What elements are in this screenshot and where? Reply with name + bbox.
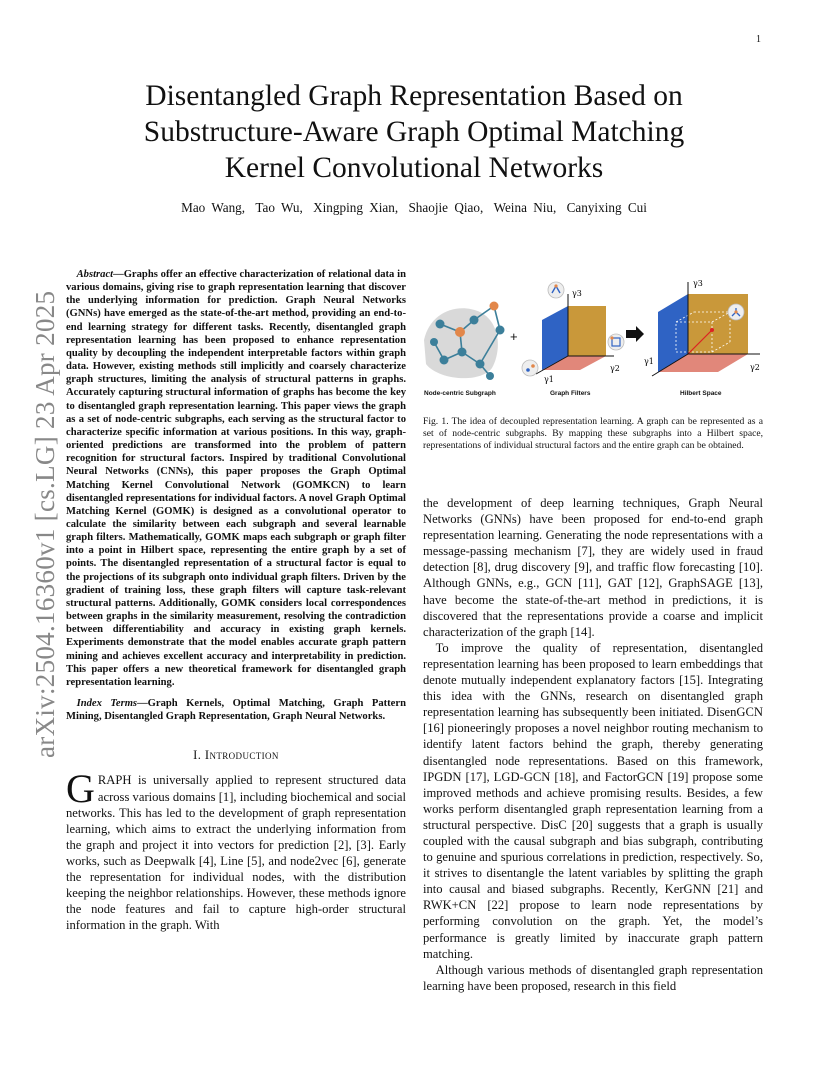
arxiv-id: arXiv:2504.16360v1 [cs.LG] 23 Apr 2025 bbox=[30, 290, 60, 758]
intro-paragraph bbox=[66, 766, 406, 933]
title-line-3: Kernel Convolutional Networks bbox=[224, 152, 604, 184]
author-list bbox=[80, 200, 748, 216]
gamma1-label: γ1 bbox=[544, 375, 554, 384]
graph-filters-illustration bbox=[522, 282, 624, 397]
index-terms bbox=[66, 697, 406, 723]
right-column bbox=[423, 495, 763, 994]
paragraph: the development of deep learning techniques, Graph Neural Networks (GNNs) have been proposed for end-to-end graph representation learning. Generating the node representations with a message-passing mechanism [7], they are widely used in fraud detection [8], drug discovery [9], and traffic flow forecasting [10]. Although GNNs, e.g., GCN [11], GAT [12], GraphSAGE [13], have become the state-of-the-art method in predictions, it is discovered that the representations provide a coarse and implicit characterization of the graph [14]. bbox=[423, 496, 763, 639]
author: Canyixing Cui bbox=[566, 200, 647, 215]
drop-cap: G bbox=[66, 766, 95, 812]
figure-label-hilbert: Hilbert Space bbox=[680, 390, 722, 397]
author: Xingping Xian, bbox=[313, 200, 399, 215]
abstract-text: —Graphs offer an effective characterization of relational data in various domains, giving rise to graph representation learning that discover the underlying information for prediction. Graph Neural Networks (GNNs) have emerged as the state-of-the-art method, providing an end-to-end learning strategy for different tasks. Recently, disentangled graph representation learning has been proposed to enhance representation quality by decoupling the independent interpretable factors within graph data. However, existing methods still implicitly and coarsely characterize graph structures, limiting the analysis of structural patterns in graphs. Accurately capturing structural information of graphs has become the key to disentangled graph representation learning. This paper views the graph as a set of node-centric subgraphs, each serving as the structural factor to characterize specific information at various positions. In this way, graph-oriented predictions are transformed into the problem of pattern recognition for structural factors. Inspired by traditional Convolutional Neural Networks (CNNs), this paper proposes the Graph Optimal Matching Kernel Convolutional Network (GOMKCN) to learn disentangled representations for individual factors. A novel Graph Optimal Matching Kernel (GOMK) is designed as a convolutional operator to calculate the similarity between each subgraph and several learnable graph filters. Mathematically, GOMK maps each subgraph or graph filter into a point in Hilbert space, representing the entire graph by a set of points. The disentangled representation of a structural factor is equal to the projections of its subgraph onto individual graph filters. Driven by the gradient of training loss, these graph filters will capture task-relevant structural patterns. Additionally, GOMK considers local correspondences between graphs in the similarity measurement, resolving the contradiction between differentiability and accuracy in existing graph kernels. Experiments demonstrate that the model enables accurate graph pattern mining and achieves excellent accuracy and interpretability in prediction. This paper offers a new theoretical framework for disentangled graph representation learning. bbox=[66, 269, 406, 688]
left-column bbox=[66, 268, 406, 933]
filter-plane-gold bbox=[568, 306, 606, 356]
figure-label-subgraph: Node-centric Subgraph bbox=[424, 390, 496, 397]
arxiv-sidebar-stamp bbox=[30, 288, 60, 758]
title-line-1: Disentangled Graph Representation Based on bbox=[145, 80, 683, 112]
gamma3-label: γ3 bbox=[693, 279, 703, 288]
paragraph: To improve the quality of representation, disentangled representation learning has been proposed to learn embeddings that denote mutually independent explanatory factors [15]. Integrating this idea with the GNNs, research on disentangled graph representation learning has subsequently been initiated. DisenGCN [16] pioneeringly proposes a novel neighbor routing mechanism to identify latent factors behind the graph, thereby generating disentangled node representations. Based on this framework, IPGDN [17], LGD-GCN [18], and FactorGCN [19] propose some improved methods and achieve promising results. Besides, a few works perform disentangled graph representation learning from a structural perspective. DisC [20] suggests that a graph is usually coupled with the causal subgraph and bias subgraph, contributing to genuine and spurious correlations in prediction, respectively. So, it strives to disentangle the latent variables by splitting the graph into causal and biased subgraphs. Recently, KerGNN [21] and RWK+CN [22] propose to learn node representations by performing convolution on the graph. Yet, the model’s performance is greatly limited by inaccurate graph pattern matching. bbox=[423, 640, 763, 961]
abstract-label: Abstract bbox=[76, 269, 114, 280]
page-number: 1 bbox=[756, 34, 761, 45]
figure-label-filters: Graph Filters bbox=[550, 390, 591, 397]
plus-sign: + bbox=[510, 329, 518, 344]
index-terms-label: Index Terms bbox=[76, 698, 138, 709]
hilbert-space-illustration bbox=[644, 279, 760, 397]
author: Mao Wang, bbox=[181, 200, 246, 215]
author: Weina Niu, bbox=[493, 200, 557, 215]
figure-1 bbox=[418, 272, 768, 400]
paper-title bbox=[80, 78, 748, 186]
intro-paragraph-text: RAPH is universally applied to represent structured data across various domains [1], including biochemical and social networks. This has led to the development of graph representation learning, which aims to extract the underlying information from the graph and project it into vectors for prediction [2], [3]. Early works, such as Deepwalk [4], Line [5], and node2vec [6], generate the representation for individual nodes, with the distribution keeping the neighbor relationships. However, these methods ignore the node features and fail to capture high-order structural information in the graph. With bbox=[66, 773, 406, 933]
paragraph: Although various methods of disentangled graph representation learning have been proposed, research in this field bbox=[423, 962, 763, 993]
arrow-icon bbox=[626, 326, 644, 342]
gamma2-label: γ2 bbox=[750, 363, 760, 372]
gamma2-label: γ2 bbox=[610, 364, 620, 373]
index-terms-text: —Graph Kernels, Optimal Matching, Graph Pattern Mining, Disentangled Graph Representation, Graph Neural Networks. bbox=[66, 698, 406, 723]
author: Tao Wu, bbox=[255, 200, 303, 215]
node-centric-subgraph-illustration bbox=[424, 302, 505, 398]
abstract bbox=[66, 268, 406, 689]
figure-caption: Fig. 1. The idea of decoupled representation learning. A graph can be represented as a set of node-centric subgraphs. By mapping these subgraphs into a Hilbert space, representations of individual structural factors and the entire graph can be obtained. bbox=[423, 416, 763, 451]
gamma1-label: γ1 bbox=[644, 357, 654, 366]
section-heading-introduction: I. Introduction bbox=[193, 748, 279, 763]
gamma3-label: γ3 bbox=[572, 289, 582, 298]
author: Shaojie Qiao, bbox=[408, 200, 484, 215]
title-line-2: Substructure-Aware Graph Optimal Matching bbox=[143, 116, 685, 148]
